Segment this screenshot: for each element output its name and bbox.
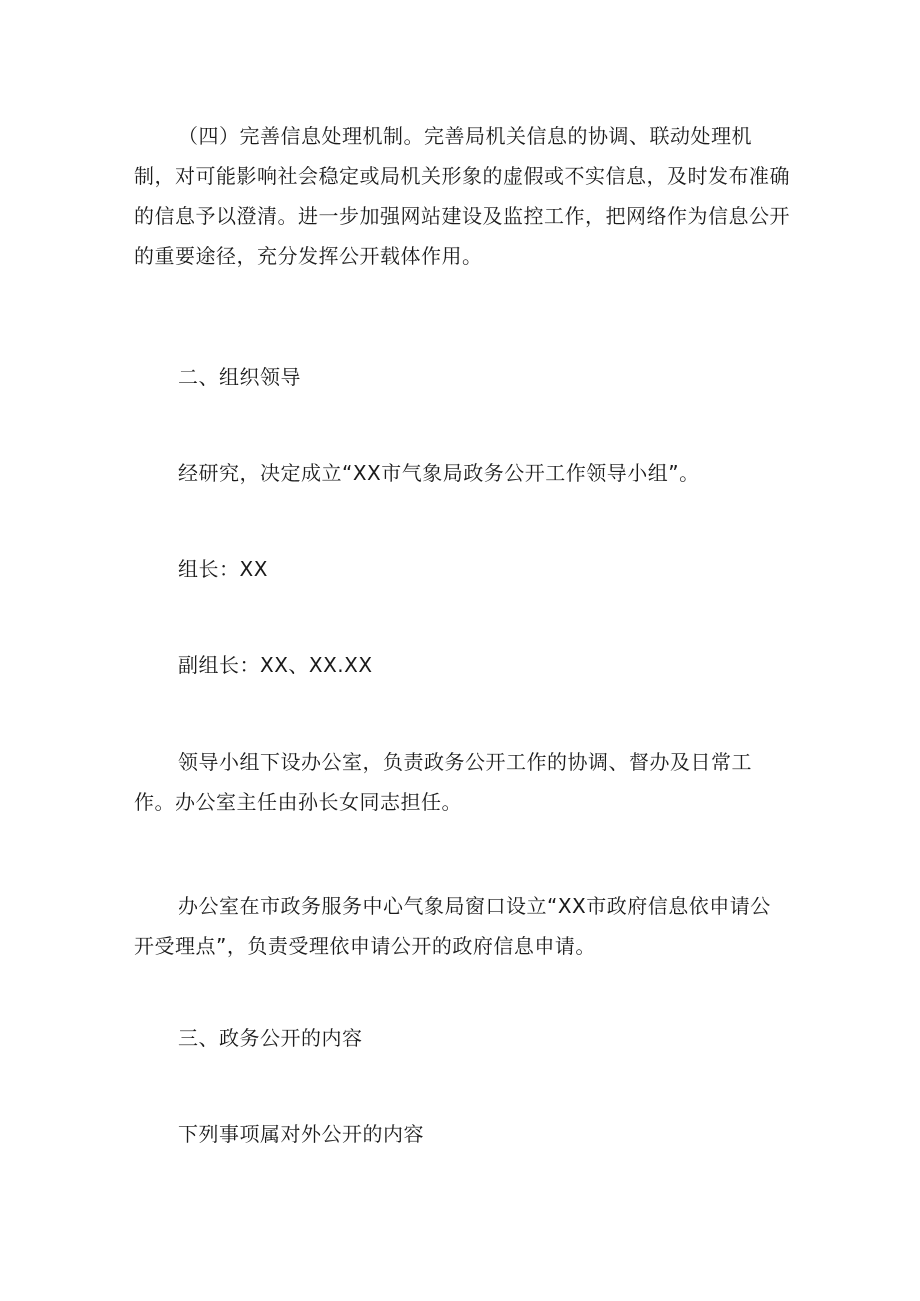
heading-disclosure-content: 三、政务公开的内容 xyxy=(178,1026,363,1050)
paragraph-info-handling: （四）完善信息处理机制。完善局机关信息的协调、联动处理机制，对可能影响社会稳定或局机关形象的虚假或不实信息，及时发布准确的信息予以澄清。进一步加强网站建设及监控工作，把网络作为信息公开的重要途径，充分发挥公开载体作用。 xyxy=(134,124,790,268)
paragraph-deputy-leader: 副组长：XX、XX.XX xyxy=(178,653,373,677)
paragraph-establish-group: 经研究，决定成立“XX市气象局政务公开工作领导小组”。 xyxy=(178,461,700,485)
paragraph-application-point: 办公室在市政务服务中心气象局窗口设立“XX市政府信息依申请公开受理点”，负责受理依申请公开的政府信息申请。 xyxy=(134,894,771,958)
paragraph-office-setup: 领导小组下设办公室，负责政务公开工作的协调、督办及日常工作。办公室主任由孙长女同志担任。 xyxy=(134,750,752,814)
paragraph-public-items: 下列事项属对外公开的内容 xyxy=(178,1122,424,1146)
paragraph-group-leader: 组长：XX xyxy=(178,557,268,581)
heading-organization-leadership: 二、组织领导 xyxy=(178,365,301,389)
